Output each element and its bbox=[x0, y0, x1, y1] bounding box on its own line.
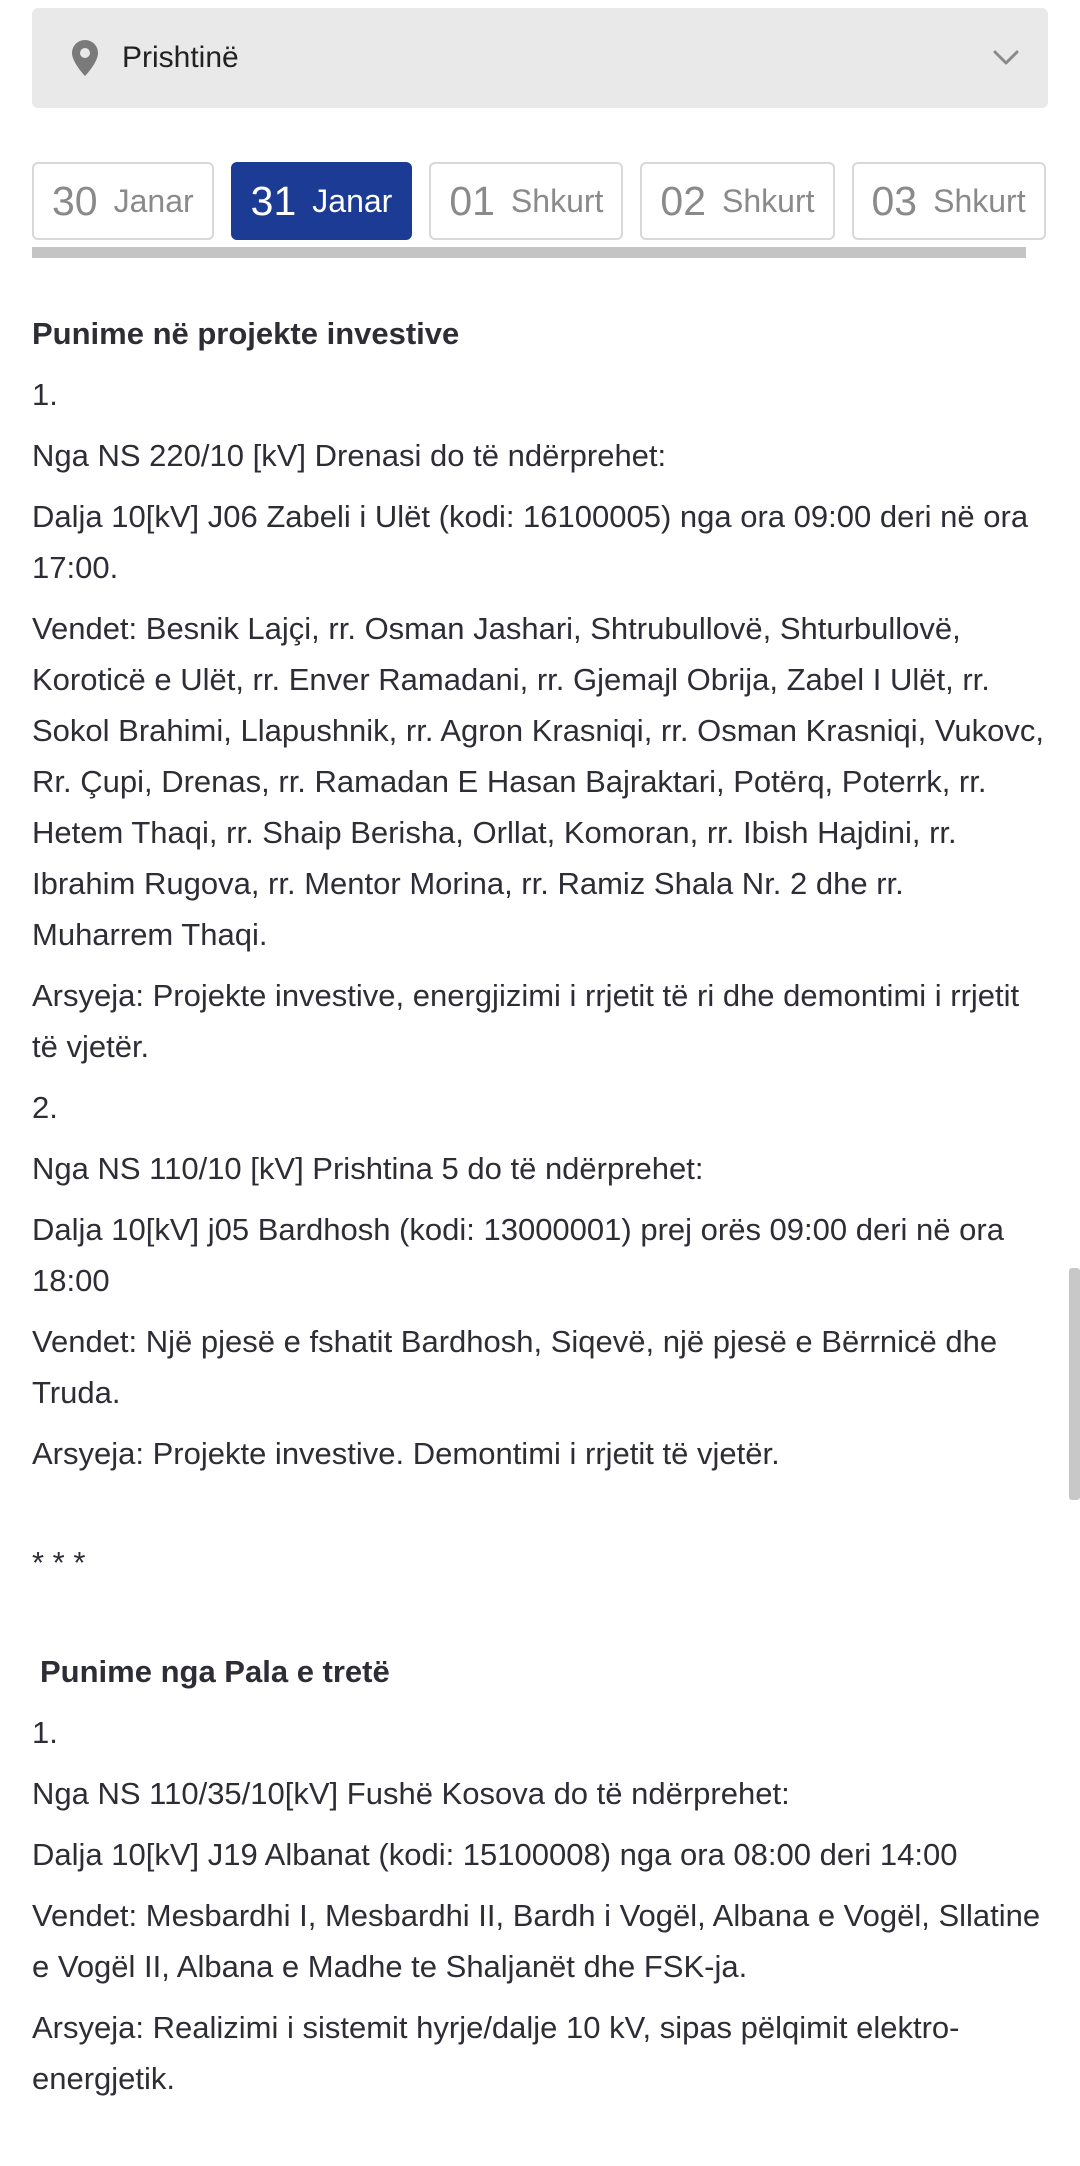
section-title: Punime në projekte investive bbox=[32, 316, 460, 351]
chevron-down-icon[interactable] bbox=[988, 40, 1024, 76]
date-tab-month: Shkurt bbox=[722, 182, 815, 219]
reason-text: Arsyeja: Projekte investive. Demontimi i rrjetit të vjetër. bbox=[32, 1436, 780, 1471]
date-tab-day: 31 bbox=[250, 177, 297, 224]
places-text: Vendet: Besnik Lajçi, rr. Osman Jashari, Shtrubullovë, Shturbullovë, Koroticë e Ulët, rr. Enver Ramadani, rr. Gjemajl Obrija, Zabel I Ulët, rr. Sokol Brahimi, Llapushnik, rr. Agron Krasniqi, rr. Osman Krasniqi, Vukovc, Rr. Çupi, Drenas, rr. Ramadan E Hasan Bajraktari, Potërq, Poterrk, rr. Hetem Thaqi, rr. Shaip Berisha, Orllat, Komoran, rr. Ibish Hajdini, rr. Ibrahim Rugova, rr. Mentor Morina, rr. Ramiz Shala Nr. 2 dhe rr. Muharrem Thaqi. bbox=[32, 611, 1044, 952]
location-value: Prishtinë bbox=[122, 41, 239, 74]
substation-text: Nga NS 220/10 [kV] Drenasi do të ndërprehet: bbox=[32, 438, 667, 473]
date-tab-31-janar[interactable] bbox=[231, 162, 413, 240]
vertical-scrollbar[interactable] bbox=[1069, 1268, 1080, 1500]
date-tab-month: Janar bbox=[312, 182, 393, 219]
section-title: Punime nga Pala e tretë bbox=[40, 1654, 390, 1689]
horizontal-scrollbar[interactable] bbox=[32, 247, 1026, 258]
date-tab-day: 01 bbox=[449, 177, 495, 224]
date-tab-month: Shkurt bbox=[510, 182, 604, 219]
map-pin-icon bbox=[70, 39, 100, 77]
date-tab-03-shkurt[interactable] bbox=[852, 162, 1046, 240]
date-tab-day: 30 bbox=[52, 177, 98, 224]
places-text: Vendet: Mesbardhi I, Mesbardhi II, Bardh i Vogël, Albana e Vogël, Sllatine e Vogël II, Albana e Madhe te Shaljanët dhe FSK-ja. bbox=[32, 1898, 1041, 1984]
date-tab-month: Shkurt bbox=[933, 182, 1026, 219]
substation-text: Nga NS 110/10 [kV] Prishtina 5 do të ndërprehet: bbox=[32, 1151, 704, 1186]
section-separator: * * * bbox=[32, 1545, 86, 1580]
date-tab-month: Janar bbox=[113, 182, 194, 219]
date-tab-day: 03 bbox=[871, 177, 918, 224]
item-number: 2. bbox=[32, 1090, 58, 1125]
date-strip[interactable] bbox=[32, 162, 1080, 240]
places-text: Vendet: Një pjesë e fshatit Bardhosh, Siqevë, një pjesë e Bërrnicë dhe Truda. bbox=[32, 1324, 998, 1410]
feeder-text: Dalja 10[kV] J19 Albanat (kodi: 15100008) nga ora 08:00 deri 14:00 bbox=[32, 1837, 958, 1872]
reason-text: Arsyeja: Realizimi i sistemit hyrje/dalje 10 kV, sipas pëlqimit elektro-energjetik. bbox=[32, 2010, 960, 2096]
date-tab-day: 02 bbox=[660, 177, 707, 224]
substation-text: Nga NS 110/35/10[kV] Fushë Kosova do të ndërprehet: bbox=[32, 1776, 790, 1811]
reason-text: Arsyeja: Projekte investive, energjizimi i rrjetit të ri dhe demontimi i rrjetit të vjetër. bbox=[32, 978, 1020, 1064]
item-number: 1. bbox=[32, 377, 58, 412]
item-number: 1. bbox=[32, 1715, 58, 1750]
feeder-text: Dalja 10[kV] J06 Zabeli i Ulët (kodi: 16100005) nga ora 09:00 deri në ora 17:00. bbox=[32, 499, 1029, 585]
date-tab-01-shkurt[interactable] bbox=[429, 162, 623, 240]
feeder-text: Dalja 10[kV] j05 Bardhosh (kodi: 13000001) prej orës 09:00 deri në ora 18:00 bbox=[32, 1212, 1004, 1298]
date-tab-02-shkurt[interactable] bbox=[640, 162, 834, 240]
outage-notice bbox=[32, 308, 1052, 2114]
location-select[interactable] bbox=[32, 8, 1048, 108]
date-tab-30-janar[interactable] bbox=[32, 162, 214, 240]
